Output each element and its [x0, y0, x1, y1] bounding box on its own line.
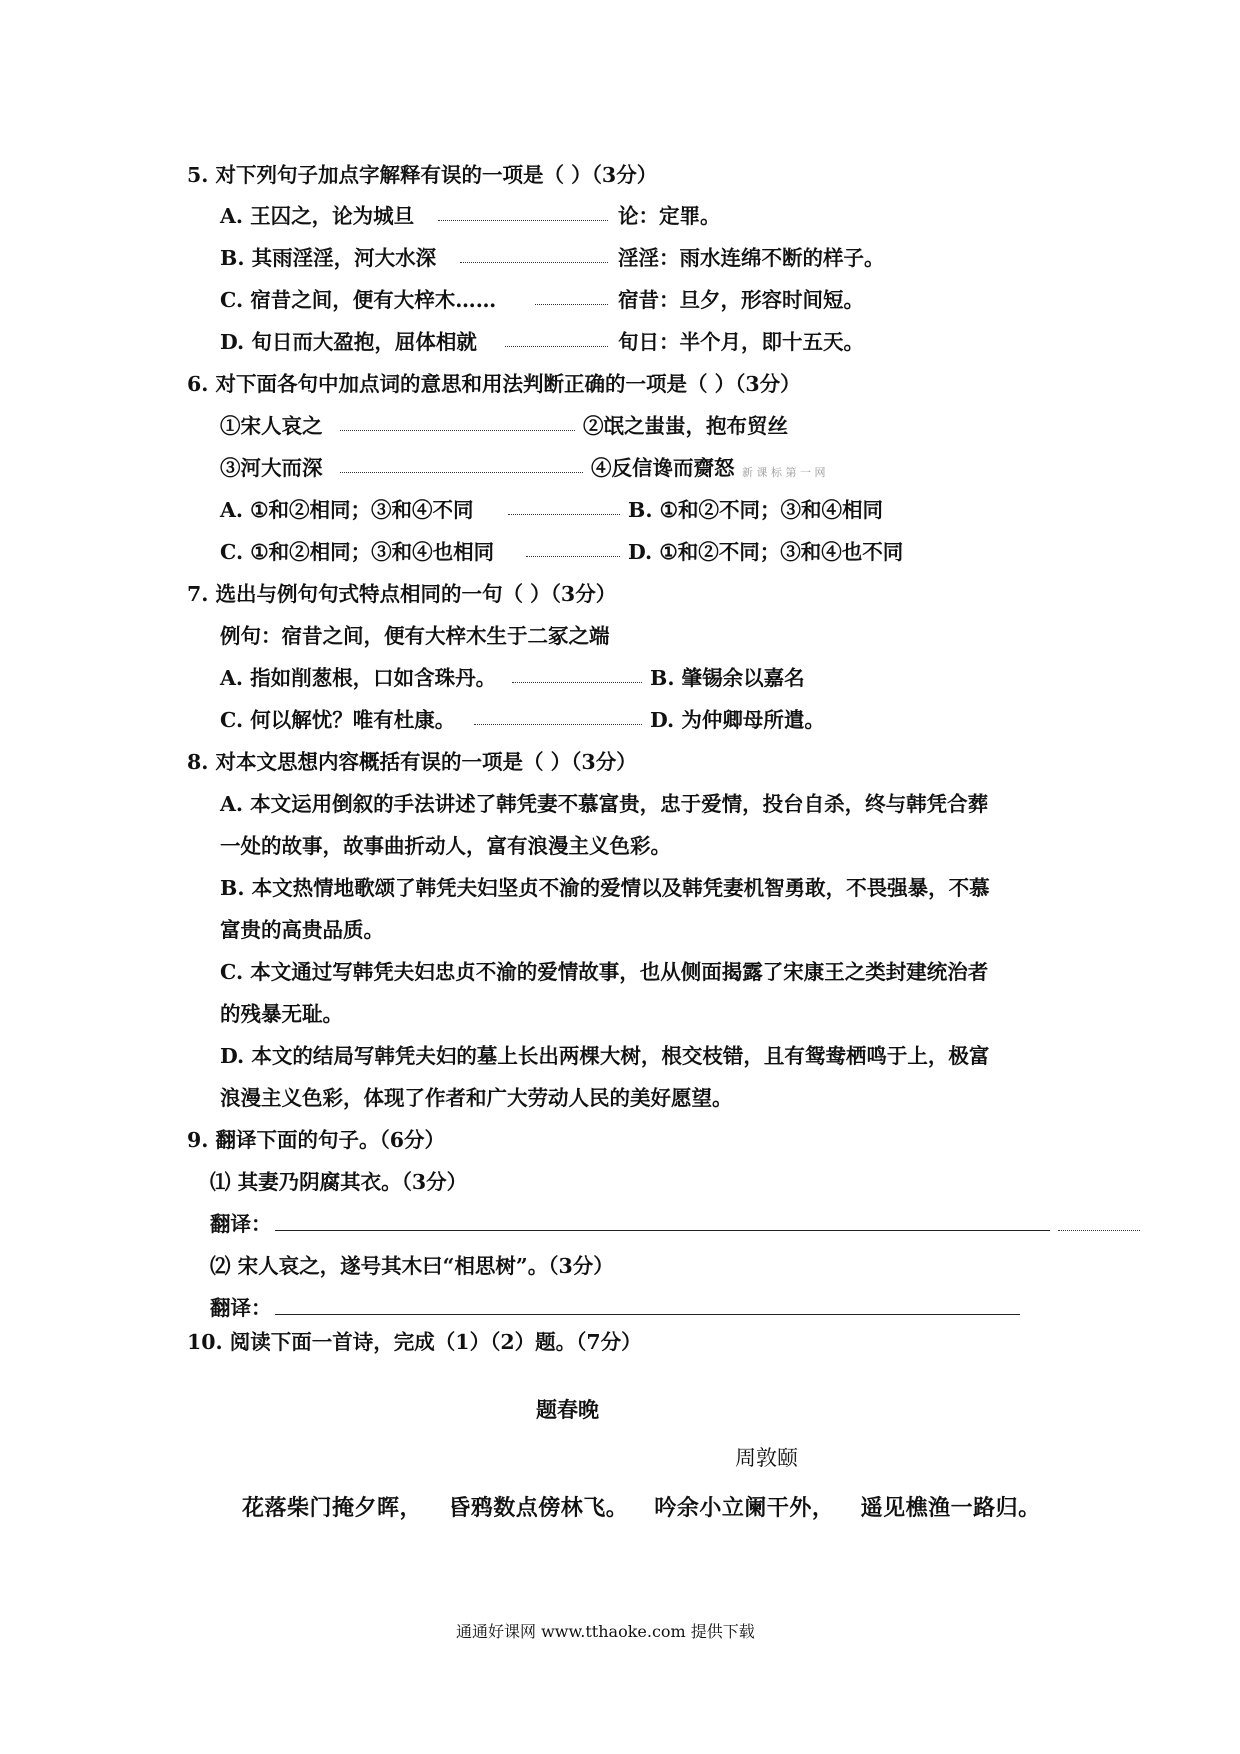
q8-option-c-line1: C. 本文通过写韩凭夫妇忠贞不渝的爱情故事，也从侧面揭露了宋康王之类封建统治者	[220, 960, 989, 984]
leader-dots	[460, 262, 608, 263]
q8-option-b-line1: B. 本文热情地歌颂了韩凭夫妇坚贞不渝的爱情以及韩凭妻机智勇敢，不畏强暴，不慕	[220, 876, 990, 900]
q9-sentence-2: ⑵ 宋人哀之，遂号其木曰“相思树”。（3分）	[210, 1254, 614, 1278]
q9-sentence-1: ⑴ 其妻乃阴腐其衣。（3分）	[210, 1170, 468, 1194]
q5-option-b-sentence: B. 其雨淫淫，河大水深	[220, 246, 437, 270]
q5-option-b-gloss: 淫淫：雨水连绵不断的样子。	[618, 246, 885, 270]
q9-translation-label-2: 翻译：	[210, 1296, 272, 1320]
q8-stem: 8. 对本文思想内容概括有误的一项是（ ）（3分）	[187, 750, 637, 774]
q6-item-1: ①宋人哀之	[220, 414, 323, 438]
leader-dots	[1058, 1230, 1140, 1231]
poem-author: 周敦颐	[735, 1446, 798, 1470]
leader-dots	[508, 514, 620, 515]
q6-stem: 6. 对下面各句中加点词的意思和用法判断正确的一项是（ ）（3分）	[187, 372, 801, 396]
q8-option-d-line2: 浪漫主义色彩，体现了作者和广大劳动人民的美好愿望。	[220, 1086, 733, 1110]
leader-dots	[340, 472, 583, 473]
leader-dots	[535, 304, 608, 305]
leader-dots	[512, 682, 642, 683]
leader-dots	[474, 724, 642, 725]
poem-title: 题春晚	[536, 1398, 599, 1422]
q6-option-c: C. ①和②相同；③和④也相同	[220, 540, 495, 564]
q6-item-2: ②氓之蚩蚩，抱布贸丝	[583, 414, 788, 438]
q9-stem: 9. 翻译下面的句子。（6分）	[187, 1128, 446, 1152]
leader-dots	[526, 556, 620, 557]
poem-line-3: 吟余小立阑干外，	[654, 1496, 835, 1521]
poem-body	[242, 1498, 1041, 1520]
q8-option-a-line1: A. 本文运用倒叙的手法讲述了韩凭妻不慕富贵，忠于爱情，投台自杀，终与韩凭合葬	[220, 792, 989, 816]
q7-option-d: D. 为仲卿母所遣。	[650, 708, 825, 732]
q6-option-a: A. ①和②相同；③和④不同	[220, 498, 474, 522]
poem-line-1: 花落柴门掩夕晖，	[242, 1496, 423, 1521]
leader-dots	[340, 430, 575, 431]
q6-option-b: B. ①和②不同；③和④相同	[628, 498, 883, 522]
q6-item-4: ④反信谗而齌怒	[591, 456, 735, 480]
q7-option-b: B. 肇锡余以嘉名	[650, 666, 805, 690]
watermark-text: 新 课 标 第 一 网	[742, 466, 826, 479]
leader-dots	[438, 220, 608, 221]
q5-option-a-sentence: A. 王囚之，论为城旦	[220, 204, 415, 228]
q9-translation-label-1: 翻译：	[210, 1212, 272, 1236]
q7-stem: 7. 选出与例句句式特点相同的一句（ ）（3分）	[187, 582, 617, 606]
q6-item-3: ③河大而深	[220, 456, 323, 480]
q5-option-d-sentence: D. 旬日而大盈抱，屈体相就	[220, 330, 477, 354]
q8-option-d-line1: D. 本文的结局写韩凭夫妇的墓上长出两棵大树，根交枝错，且有鸳鸯栖鸣于上，极富	[220, 1044, 990, 1068]
page-footer: 通通好课网 www.tthaoke.com 提供下载	[456, 1622, 755, 1641]
q6-option-d: D. ①和②不同；③和④也不同	[628, 540, 904, 564]
q10-stem: 10. 阅读下面一首诗，完成（1）（2）题。（7分）	[187, 1330, 642, 1354]
q8-option-a-line2: 一处的故事，故事曲折动人，富有浪漫主义色彩。	[220, 834, 671, 858]
q5-option-d-gloss: 旬日：半个月，即十五天。	[618, 330, 864, 354]
poem-line-4: 遥见樵渔一路归。	[860, 1496, 1041, 1521]
q5-option-c-sentence: C. 宿昔之间，便有大梓木……	[220, 288, 497, 312]
q5-stem: 5. 对下列句子加点字解释有误的一项是（ ）（3分）	[187, 163, 658, 187]
poem-line-2: 昏鸦数点傍林飞。	[448, 1496, 629, 1521]
q5-option-a-gloss: 论：定罪。	[618, 204, 721, 228]
q5-option-c-gloss: 宿昔：旦夕，形容时间短。	[618, 288, 864, 312]
translation-answer-line-2[interactable]	[275, 1314, 1020, 1315]
q7-option-a: A. 指如削葱根，口如含珠丹。	[220, 666, 497, 690]
q7-option-c: C. 何以解忧？唯有杜康。	[220, 708, 456, 732]
q7-example: 例句：宿昔之间，便有大梓木生于二冢之端	[220, 624, 610, 648]
translation-answer-line-1[interactable]	[275, 1230, 1050, 1231]
leader-dots	[505, 346, 608, 347]
q8-option-c-line2: 的残暴无耻。	[220, 1002, 343, 1026]
q8-option-b-line2: 富贵的高贵品质。	[220, 918, 384, 942]
